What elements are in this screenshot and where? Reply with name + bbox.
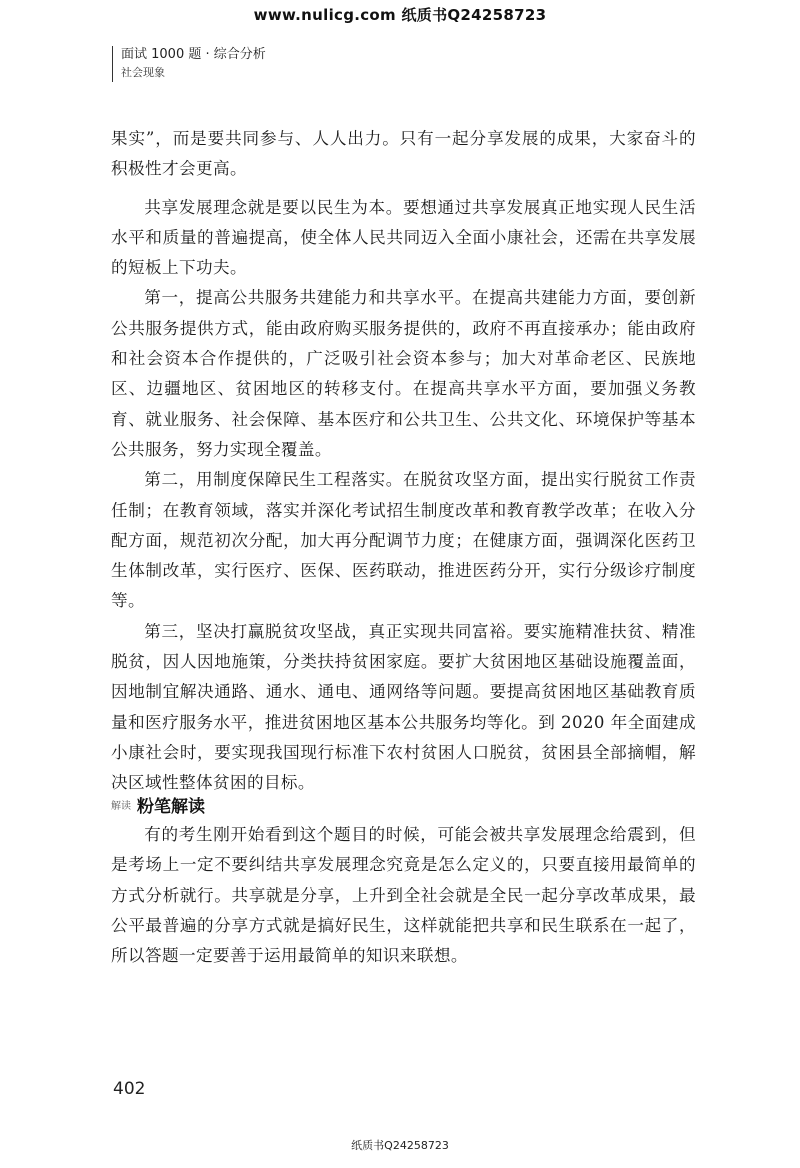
analysis-paragraph: 有的考生刚开始看到这个题目的时候，可能会被共享发展理念给震到，但是考场上一定不要纠结共享发展理念究竟是怎么定义的，只要直接用最简单的方式分析就行。共享就是分享，上升到全社会就是全民一起分享改革成果，最公平最普遍的分享方式就是搞好民生，这样就能把共享和民生联系在一起了，所以答题一定要善于运用最简单的知识来联想。: [111, 825, 696, 966]
top-watermark: www.nulicg.com 纸质书Q24258723: [253, 6, 547, 24]
running-head: [112, 46, 266, 82]
main-content: [111, 124, 696, 799]
analysis-heading: [111, 788, 696, 820]
paragraph-second-point: 第二，用制度保障民生工程落实。在脱贫攻坚方面，提出实行脱贫工作责任制；在教育领域，落实并深化考试招生制度改革和教育教学改革；在收入分配方面，规范初次分配，加大再分配调节力度；在健康方面，强调深化医药卫生体制改革，实行医疗、医保、医药联动，推进医药分开，实行分级诊疗制度等。: [111, 470, 696, 611]
paragraph-first-point: 第一，提高公共服务共建能力和共享水平。在提高共建能力方面，要创新公共服务提供方式，能由政府购买服务提供的，政府不再直接承办；能由政府和社会资本合作提供的，广泛吸引社会资本参与；加大对革命老区、民族地区、边疆地区、贫困地区的转移支付。在提高共享水平方面，要加强义务教育、就业服务、社会保障、基本医疗和公共卫生、公共文化、环境保护等基本公共服务，努力实现全覆盖。: [111, 288, 696, 459]
analysis-title: 粉笔解读: [137, 796, 205, 817]
book-title: 面试 1000 题 · 综合分析: [121, 47, 266, 62]
page-number: 402: [113, 1079, 146, 1099]
section-name: 社会现象: [121, 66, 165, 79]
paragraph-third-point: 第三，坚决打赢脱贫攻坚战，真正实现共同富裕。要实施精准扶贫、精准脱贫，因人因地施策，分类扶持贫困家庭。要扩大贫困地区基础设施覆盖面，因地制宜解决通路、通水、通电、通网络等问题。要提高贫困地区基础教育质量和医疗服务水平，推进贫困地区基本公共服务均等化。到 2020 年全面建成小康社会时，要实现我国现行标准下农村贫困人口脱贫，贫困县全部摘帽，解决区域性整体贫困的目标。: [111, 621, 696, 793]
analysis-tag: 解读: [111, 800, 131, 812]
bottom-watermark: 纸质书Q24258723: [351, 1139, 449, 1152]
analysis-section: [111, 788, 696, 971]
paragraph-principle: 共享发展理念就是要以民生为本。要想通过共享发展真正地实现人民生活水平和质量的普遍提高，使全体人民共同迈入全面小康社会，还需在共享发展的短板上下功夫。: [111, 197, 696, 278]
paragraph-continuation: 果实”，而是要共同参与、人人出力。只有一起分享发展的成果，大家奋斗的积极性才会更高。: [111, 129, 696, 179]
